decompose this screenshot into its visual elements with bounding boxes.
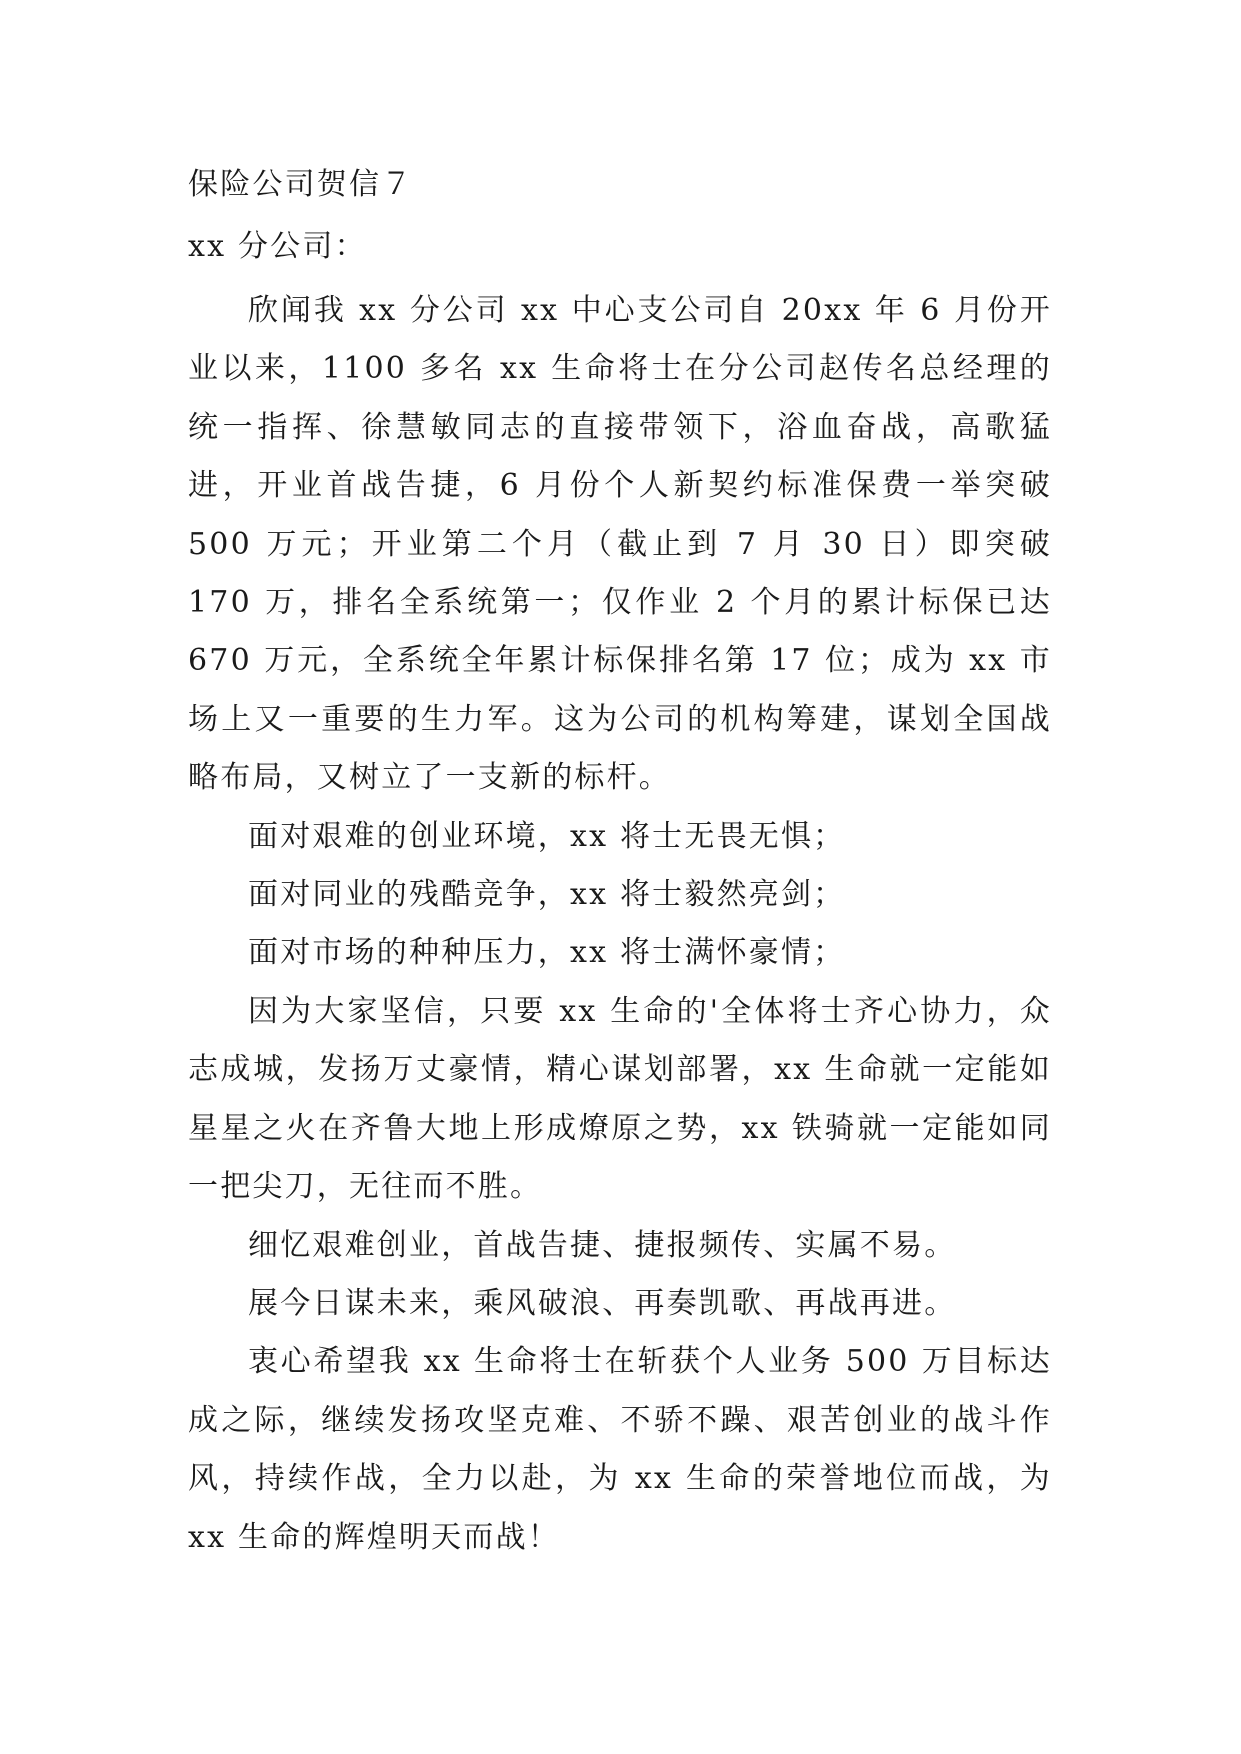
paragraph-environment: 面对艰难的创业环境，xx 将士无畏无惧；	[248, 818, 846, 854]
paragraph-pressure: 面对市场的种种压力，xx 将士满怀豪情；	[248, 935, 846, 971]
paragraph-recall: 细忆艰难创业，首战告捷、捷报频传、实属不易。	[248, 1227, 957, 1263]
document-title: 保险公司贺信７	[188, 167, 414, 202]
paragraph-future: 展今日谋未来，乘风破浪、再奏凯歌、再战再进。	[248, 1285, 957, 1321]
paragraph-wishes: 衷心希望我 xx 生命将士在斩获个人业务 500 万目标达成之际，继续发扬攻坚克难、不骄不躁、艰苦创业的战斗作风，持续作战，全力以赴，为 xx 生命的荣誉地位而战，为 xx 生命的辉煌明天而战！	[188, 1344, 1052, 1555]
paragraph-competition: 面对同业的残酷竞争，xx 将士毅然亮剑；	[248, 877, 846, 913]
salutation: xx 分公司：	[188, 229, 367, 264]
paragraph-achievements: 欣闻我 xx 分公司 xx 中心支公司自 20xx 年 6 月份开业以来，1100 多名 xx 生命将士在分公司赵传名总经理的统一指挥、徐慧敏同志的直接带领下，浴血奋战，高歌猛进，开业首战告捷，6 月份个人新契约标准保费一举突破 500 万元；开业第二个月（截止到 7 月 30 日）即突破 170 万，排名全系统第一；仅作业 2 个月的累计标保已达 670 万元，全系统全年累计标保排名第 17 位；成为 xx 市场上又一重要的生力军。这为公司的机构筹建，谋划全国战略布局，又树立了一支新的标杆。	[188, 293, 1052, 796]
letter-body	[188, 156, 1052, 1567]
paragraph-belief: 因为大家坚信，只要 xx 生命的'全体将士齐心协力，众志成城，发扬万丈豪情，精心谋划部署，xx 生命就一定能如星星之火在齐鲁大地上形成燎原之势，xx 铁骑就一定能如同一把尖刀，无往而不胜。	[188, 993, 1052, 1205]
